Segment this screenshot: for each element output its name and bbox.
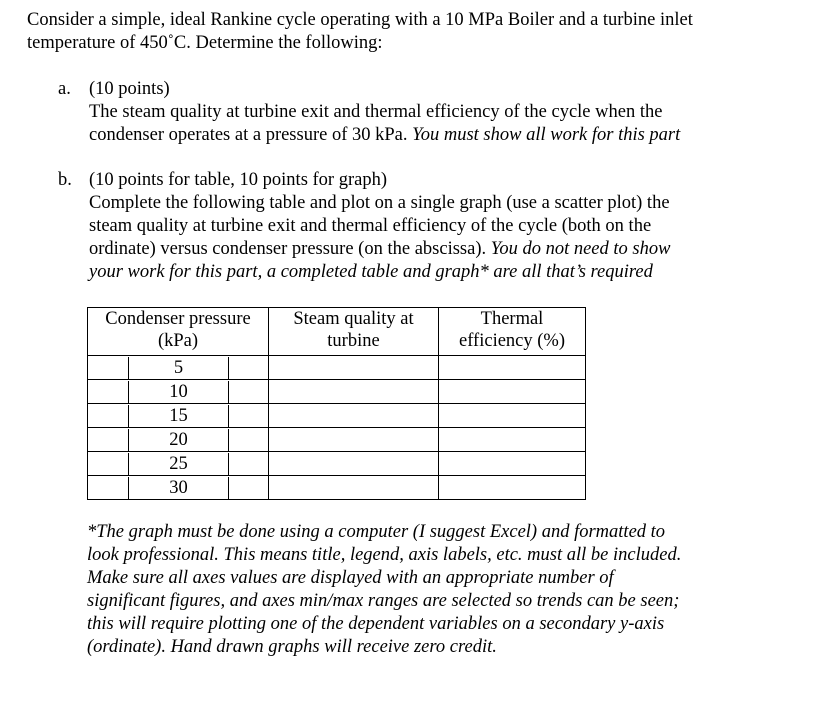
table-row <box>88 428 586 452</box>
table-row <box>88 380 586 404</box>
part-b-line-4 <box>89 261 819 284</box>
pressure-cell: 5 <box>88 356 269 380</box>
header-thermal-efficiency: Thermal efficiency (%) <box>439 308 586 356</box>
part-a-points: (10 points) <box>89 79 170 99</box>
pressure-cell: 20 <box>88 428 269 452</box>
part-b-marker: b. <box>58 170 72 190</box>
part-b-line-1: Complete the following table and plot on a single graph (use a scatter plot) the <box>89 193 670 213</box>
note-line-4: significant figures, and axes min/max ranges are selected so trends can be seen; <box>87 591 680 611</box>
header-condenser-pressure: Condenser pressure (kPa) <box>88 308 269 356</box>
part-a-body <box>89 78 819 147</box>
thermal-efficiency-cell[interactable] <box>439 428 586 452</box>
steam-quality-cell[interactable] <box>269 452 439 476</box>
intro-line-2: temperature of 450˚C. Determine the following: <box>27 33 383 53</box>
pressure-cell: 15 <box>88 404 269 428</box>
pressure-cell: 25 <box>88 452 269 476</box>
graph-requirements-note <box>87 521 797 659</box>
problem-intro <box>27 9 817 55</box>
pressure-cell: 10 <box>88 380 269 404</box>
part-a-line-2-text: condenser operates at a pressure of 30 kPa. <box>89 125 413 145</box>
part-b-line-2: steam quality at turbine exit and thermal efficiency of the cycle (both on the <box>89 216 652 236</box>
part-b-line-3-text: ordinate) versus condenser pressure (on the abscissa). <box>89 239 491 259</box>
thermal-efficiency-cell[interactable] <box>439 404 586 428</box>
intro-line-1: Consider a simple, ideal Rankine cycle operating with a 10 MPa Boiler and a turbine inlet <box>27 10 693 30</box>
note-line-5: this will require plotting one of the dependent variables on a secondary y-axis <box>87 614 665 634</box>
results-table <box>87 307 586 500</box>
steam-quality-cell[interactable] <box>269 380 439 404</box>
note-line-1: *The graph must be done using a computer (I suggest Excel) and formatted to <box>87 522 666 542</box>
table-row <box>88 356 586 380</box>
part-a-line-2 <box>89 124 819 147</box>
note-line-3: Make sure all axes values are displayed with an appropriate number of <box>87 568 614 588</box>
note-line-6: (ordinate). Hand drawn graphs will receive zero credit. <box>87 637 497 657</box>
header-steam-quality: Steam quality at turbine <box>269 308 439 356</box>
part-a-line-1: The steam quality at turbine exit and thermal efficiency of the cycle when the <box>89 102 663 122</box>
part-a-marker: a. <box>58 79 71 99</box>
thermal-efficiency-cell[interactable] <box>439 452 586 476</box>
part-b-instruction-end: your work for this part, a completed table and graph* are all that’s required <box>89 262 653 282</box>
table-header-row <box>88 308 586 356</box>
thermal-efficiency-cell[interactable] <box>439 356 586 380</box>
part-b-instruction-start: You do not need to show <box>490 239 671 259</box>
thermal-efficiency-cell[interactable] <box>439 476 586 500</box>
steam-quality-cell[interactable] <box>269 356 439 380</box>
table-row <box>88 452 586 476</box>
part-a-instruction: You must show all work for this part <box>412 125 681 145</box>
part-b-points: (10 points for table, 10 points for graph) <box>89 170 387 190</box>
table-row <box>88 476 586 500</box>
steam-quality-cell[interactable] <box>269 476 439 500</box>
part-b-line-3 <box>89 238 819 261</box>
steam-quality-cell[interactable] <box>269 428 439 452</box>
note-line-2: look professional. This means title, legend, axis labels, etc. must all be included. <box>87 545 682 565</box>
table-row <box>88 404 586 428</box>
thermal-efficiency-cell[interactable] <box>439 380 586 404</box>
pressure-cell: 30 <box>88 476 269 500</box>
part-b-body <box>89 169 819 284</box>
steam-quality-cell[interactable] <box>269 404 439 428</box>
